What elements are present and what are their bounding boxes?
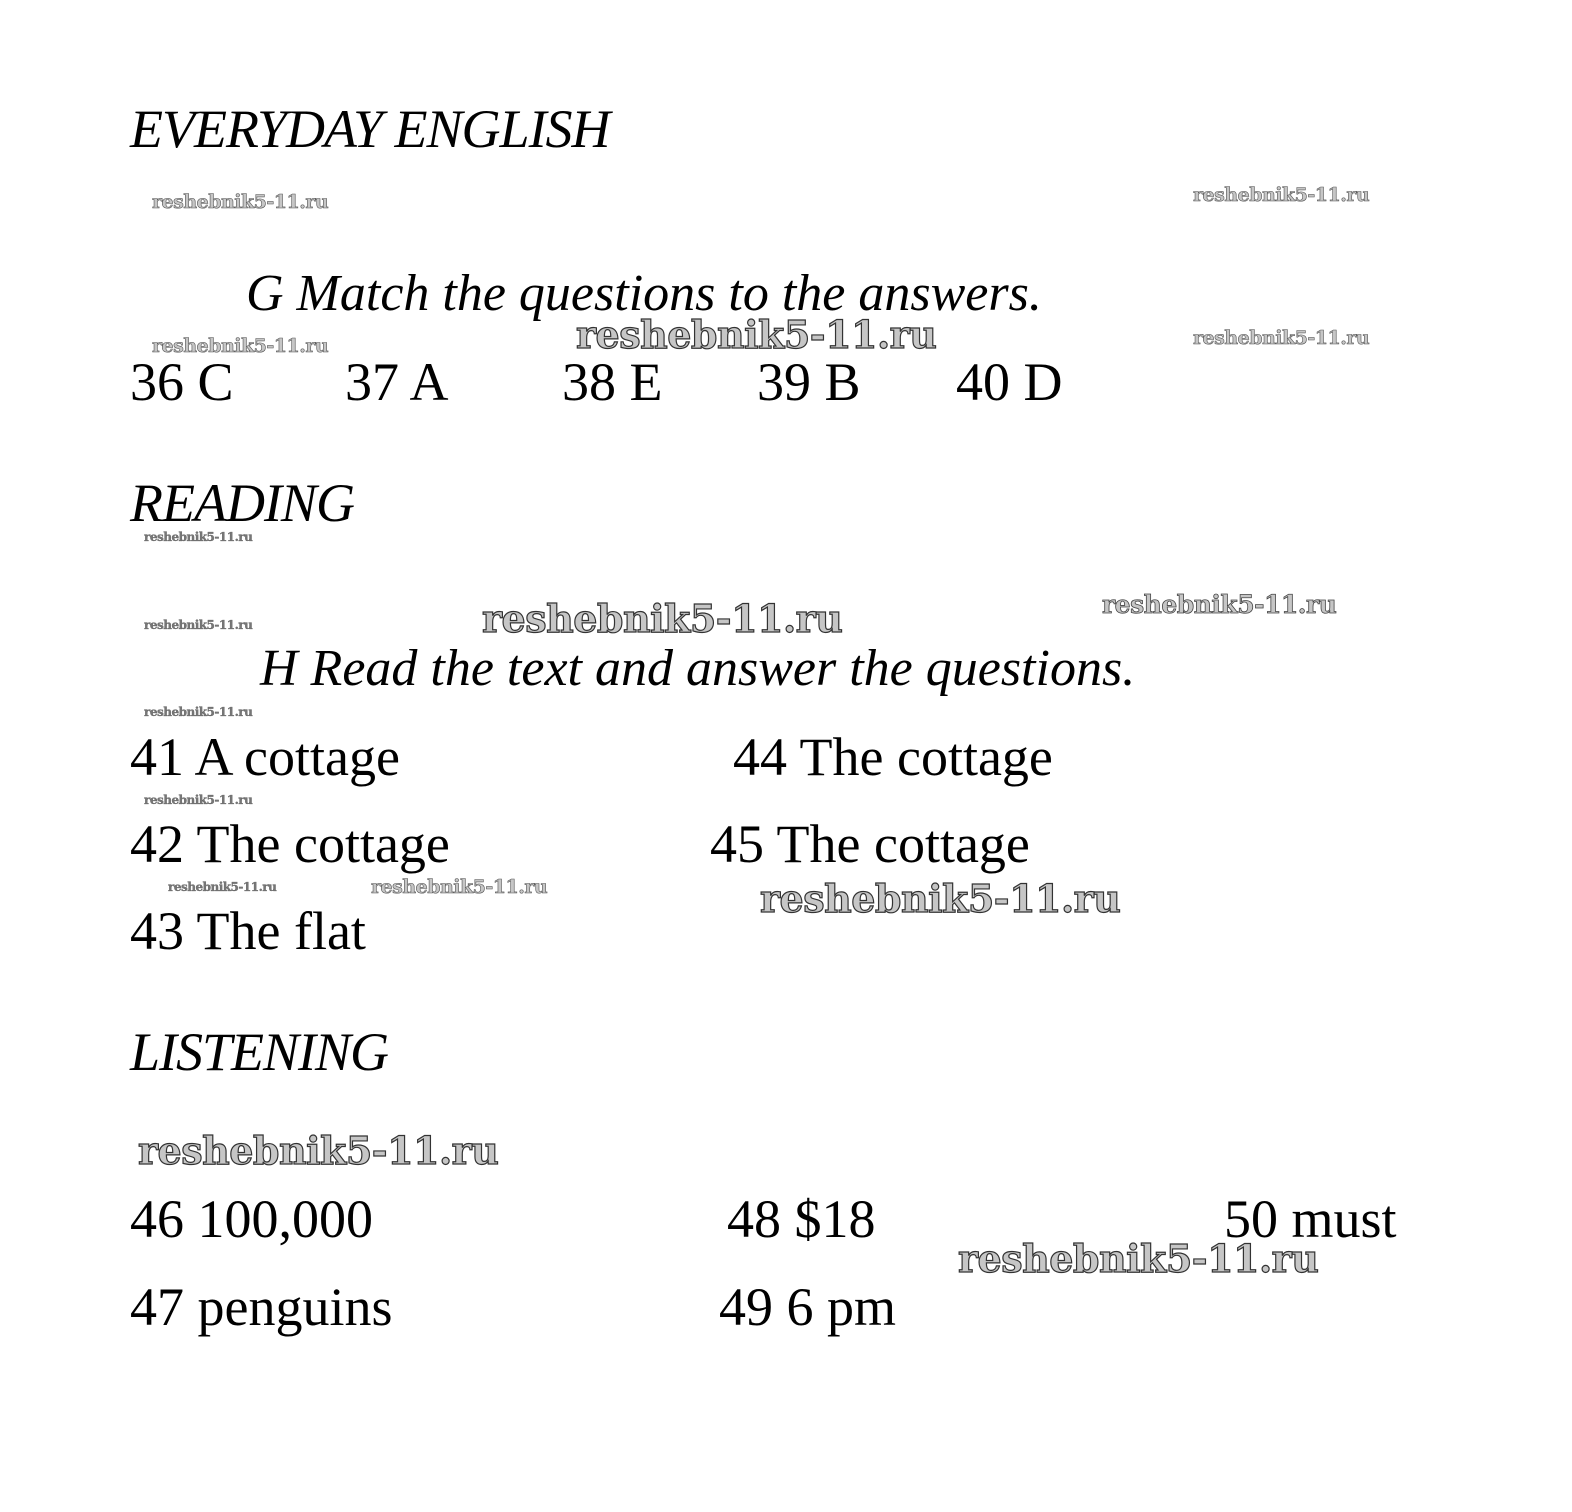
answer-45: 45 The cottage (710, 814, 1030, 874)
answer-48: 48 $18 (727, 1189, 876, 1249)
answer-36: 36 C (130, 352, 234, 412)
watermark: reshebnik5-11.ru (371, 876, 548, 898)
watermark: reshebnik5-11.ru (958, 1236, 1319, 1281)
watermark: reshebnik5-11.ru (168, 880, 277, 894)
answer-49: 49 6 pm (719, 1277, 897, 1337)
answer-47: 47 penguins (130, 1277, 393, 1337)
instruction-h: H Read the text and answer the questions. (260, 640, 1136, 697)
answer-41: 41 A cottage (130, 727, 400, 787)
watermark: reshebnik5-11.ru (152, 191, 329, 213)
answer-38: 38 E (562, 352, 663, 412)
answer-39: 39 B (757, 352, 861, 412)
section-heading-everyday-english: EVERYDAY ENGLISH (130, 99, 610, 159)
answer-46: 46 100,000 (130, 1189, 373, 1249)
watermark: reshebnik5-11.ru (1193, 327, 1370, 349)
instruction-g: G Match the questions to the answers. (246, 265, 1042, 322)
answer-40: 40 D (956, 352, 1063, 412)
watermark: reshebnik5-11.ru (144, 705, 253, 719)
watermark: reshebnik5-11.ru (152, 335, 329, 357)
watermark: reshebnik5-11.ru (1193, 184, 1370, 206)
answer-50: 50 must (1224, 1189, 1397, 1249)
answer-44: 44 The cottage (733, 727, 1053, 787)
watermark: reshebnik5-11.ru (144, 530, 253, 544)
section-heading-reading: READING (130, 473, 354, 533)
watermark: reshebnik5-11.ru (760, 876, 1121, 921)
watermark: reshebnik5-11.ru (576, 312, 937, 357)
answer-43: 43 The flat (130, 901, 366, 961)
answer-37: 37 A (345, 352, 449, 412)
watermark: reshebnik5-11.ru (138, 1128, 499, 1173)
answer-42: 42 The cottage (130, 814, 450, 874)
watermark: reshebnik5-11.ru (482, 596, 843, 641)
section-heading-listening: LISTENING (130, 1022, 389, 1082)
watermark: reshebnik5-11.ru (144, 793, 253, 807)
watermark: reshebnik5-11.ru (144, 618, 253, 632)
watermark: reshebnik5-11.ru (1102, 590, 1337, 619)
